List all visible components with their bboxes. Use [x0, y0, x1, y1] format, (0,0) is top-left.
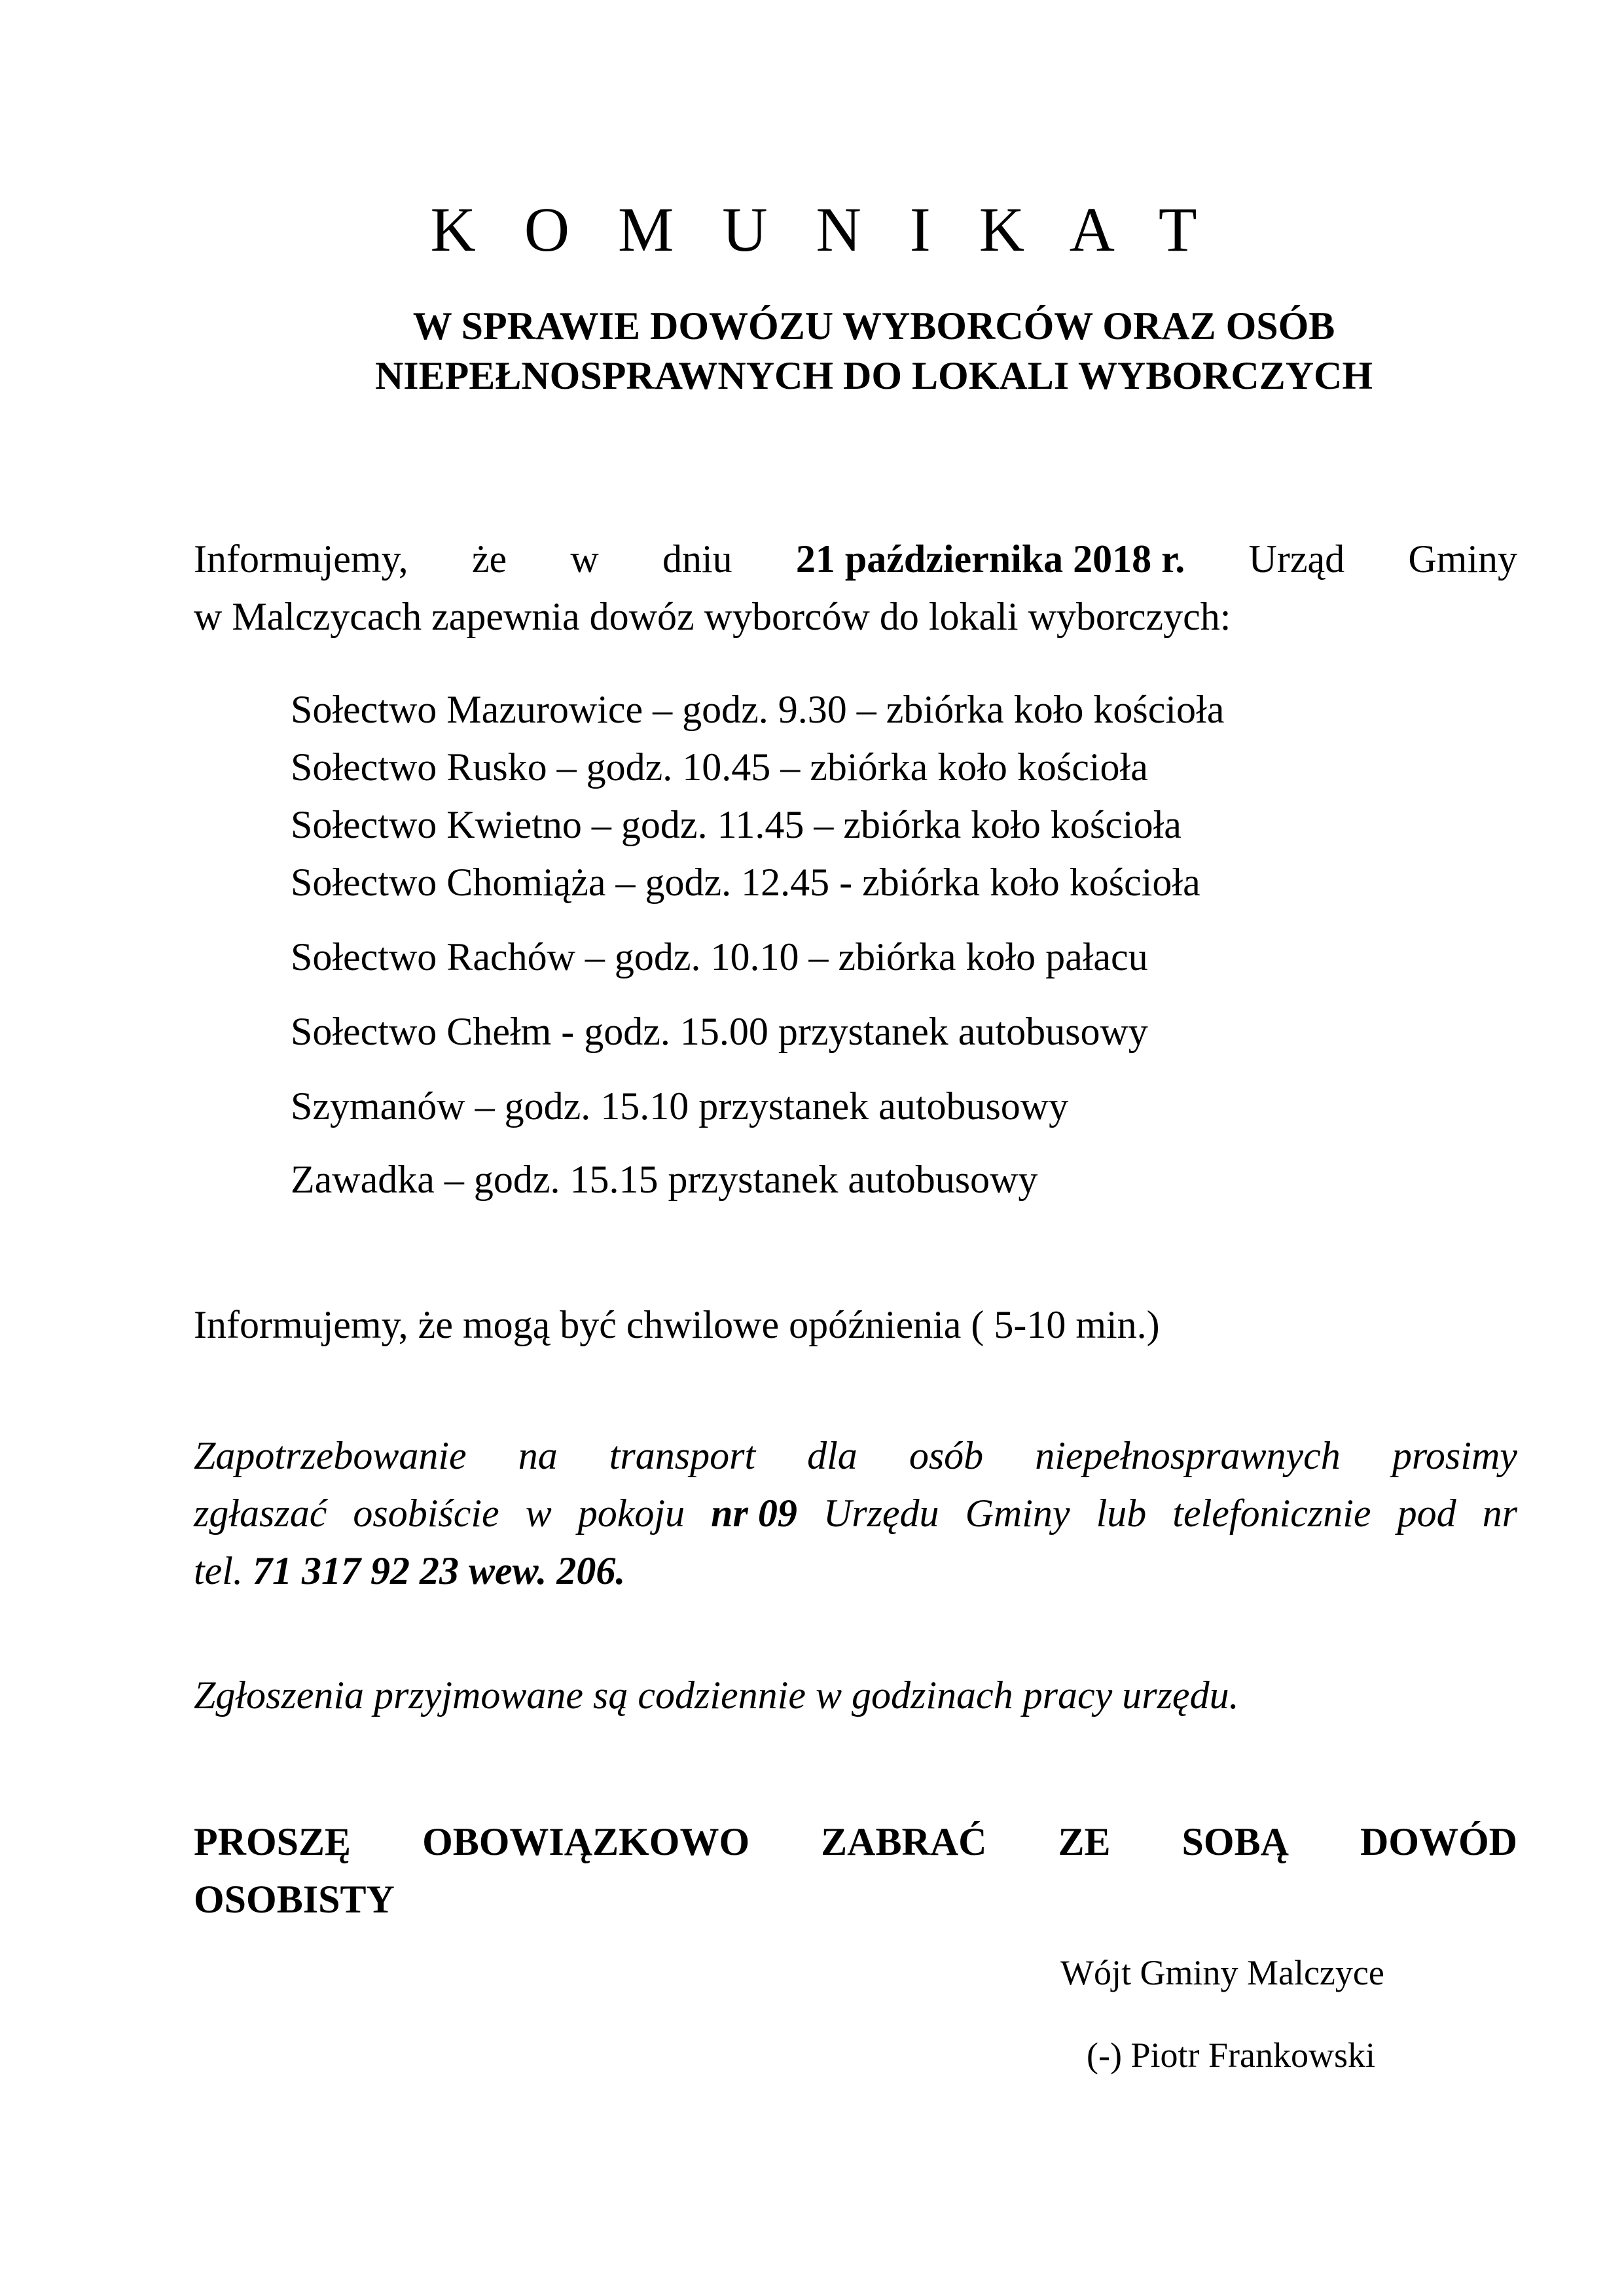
transport-word: transport — [609, 1434, 756, 1477]
signature-role: Wójt Gminy Malczyce — [1060, 1953, 1384, 1992]
room-number: nr 09 — [711, 1492, 797, 1535]
transport-word: zgłaszać — [194, 1492, 327, 1535]
transport-word: Gminy — [965, 1492, 1070, 1535]
transport-paragraph — [194, 1427, 1517, 1600]
intro-word: że — [471, 537, 507, 581]
must-bring-line-2: OSOBISTY — [194, 1878, 395, 1921]
must-bring-notice — [194, 1813, 1517, 1928]
transport-line-1 — [194, 1427, 1517, 1484]
intro-word: Urząd — [1248, 537, 1345, 581]
transport-word: pokoju — [577, 1492, 685, 1535]
pickup-stop: Sołectwo Mazurowice – godz. 9.30 – zbiórka koło kościoła — [291, 688, 1225, 731]
pickup-stop: Szymanów – godz. 15.10 przystanek autobusowy — [291, 1085, 1069, 1128]
must-bring-word: DOWÓD — [1360, 1820, 1517, 1863]
transport-word: w — [525, 1492, 552, 1535]
must-bring-word: ZE — [1058, 1820, 1111, 1863]
pickup-stop: Sołectwo Rusko – godz. 10.45 – zbiórka koło kościoła — [291, 745, 1148, 789]
transport-word: Urzędu — [823, 1492, 939, 1535]
pickup-stop: Sołectwo Chomiąża – godz. 12.45 - zbiórka koło kościoła — [291, 861, 1200, 904]
pickup-stop: Sołectwo Chełm - godz. 15.00 przystanek autobusowy — [291, 1010, 1148, 1053]
subtitle-line-1: W SPRAWIE DOWÓZU WYBORCÓW ORAZ OSÓB — [412, 304, 1335, 348]
pickup-stop: Zawadka – godz. 15.15 przystanek autobusowy — [291, 1158, 1038, 1201]
transport-line-3 — [194, 1542, 1517, 1600]
document-title: K O M U N I K A T — [430, 194, 1214, 264]
must-bring-line-1 — [194, 1813, 1517, 1871]
must-bring-word: OBOWIĄZKOWO — [422, 1820, 750, 1863]
transport-word: niepełnosprawnych — [1035, 1434, 1341, 1477]
phone-number: 71 317 92 23 wew. 206. — [252, 1549, 626, 1592]
transport-word: tel. — [194, 1549, 243, 1592]
transport-word: osób — [909, 1434, 984, 1477]
must-bring-word: SOBĄ — [1182, 1820, 1289, 1863]
transport-word: telefonicznie — [1172, 1492, 1371, 1535]
intro-word: dniu — [662, 537, 732, 581]
intro-word: w — [570, 537, 599, 581]
subtitle-line-2: NIEPEŁNOSPRAWNYCH DO LOKALI WYBORCZYCH — [374, 354, 1373, 397]
must-bring-word: PROSZĘ — [194, 1820, 352, 1863]
must-bring-word: ZABRAĆ — [821, 1820, 987, 1863]
transport-word: dla — [807, 1434, 857, 1477]
delay-note: Informujemy, że mogą być chwilowe opóźnienia ( 5-10 min.) — [194, 1303, 1160, 1346]
intro-word: Gminy — [1408, 537, 1517, 581]
pickup-stop: Sołectwo Rachów – godz. 10.10 – zbiórka koło pałacu — [291, 935, 1148, 978]
hours-note: Zgłoszenia przyjmowane są codziennie w godzinach pracy urzędu. — [194, 1674, 1239, 1717]
transport-word: Zapotrzebowanie — [194, 1434, 467, 1477]
document-subtitle — [262, 301, 1486, 401]
signature-name: (-) Piotr Frankowski — [1087, 2036, 1375, 2075]
intro-line-2: w Malczycach zapewnia dowóz wyborców do lokali wyborczych: — [194, 595, 1231, 638]
intro-line-1 — [194, 530, 1517, 588]
transport-word: na — [518, 1434, 558, 1477]
transport-word: nr — [1482, 1492, 1517, 1535]
intro-word: Informujemy, — [194, 537, 408, 581]
transport-word: osobiście — [353, 1492, 499, 1535]
pickup-stop: Sołectwo Kwietno – godz. 11.45 – zbiórka koło kościoła — [291, 803, 1182, 846]
transport-word: prosimy — [1392, 1434, 1517, 1477]
transport-line-2 — [194, 1484, 1517, 1542]
intro-paragraph — [194, 530, 1517, 645]
transport-word: lub — [1096, 1492, 1147, 1535]
transport-word: pod — [1397, 1492, 1456, 1535]
election-date: 21 października 2018 r. — [795, 537, 1185, 581]
